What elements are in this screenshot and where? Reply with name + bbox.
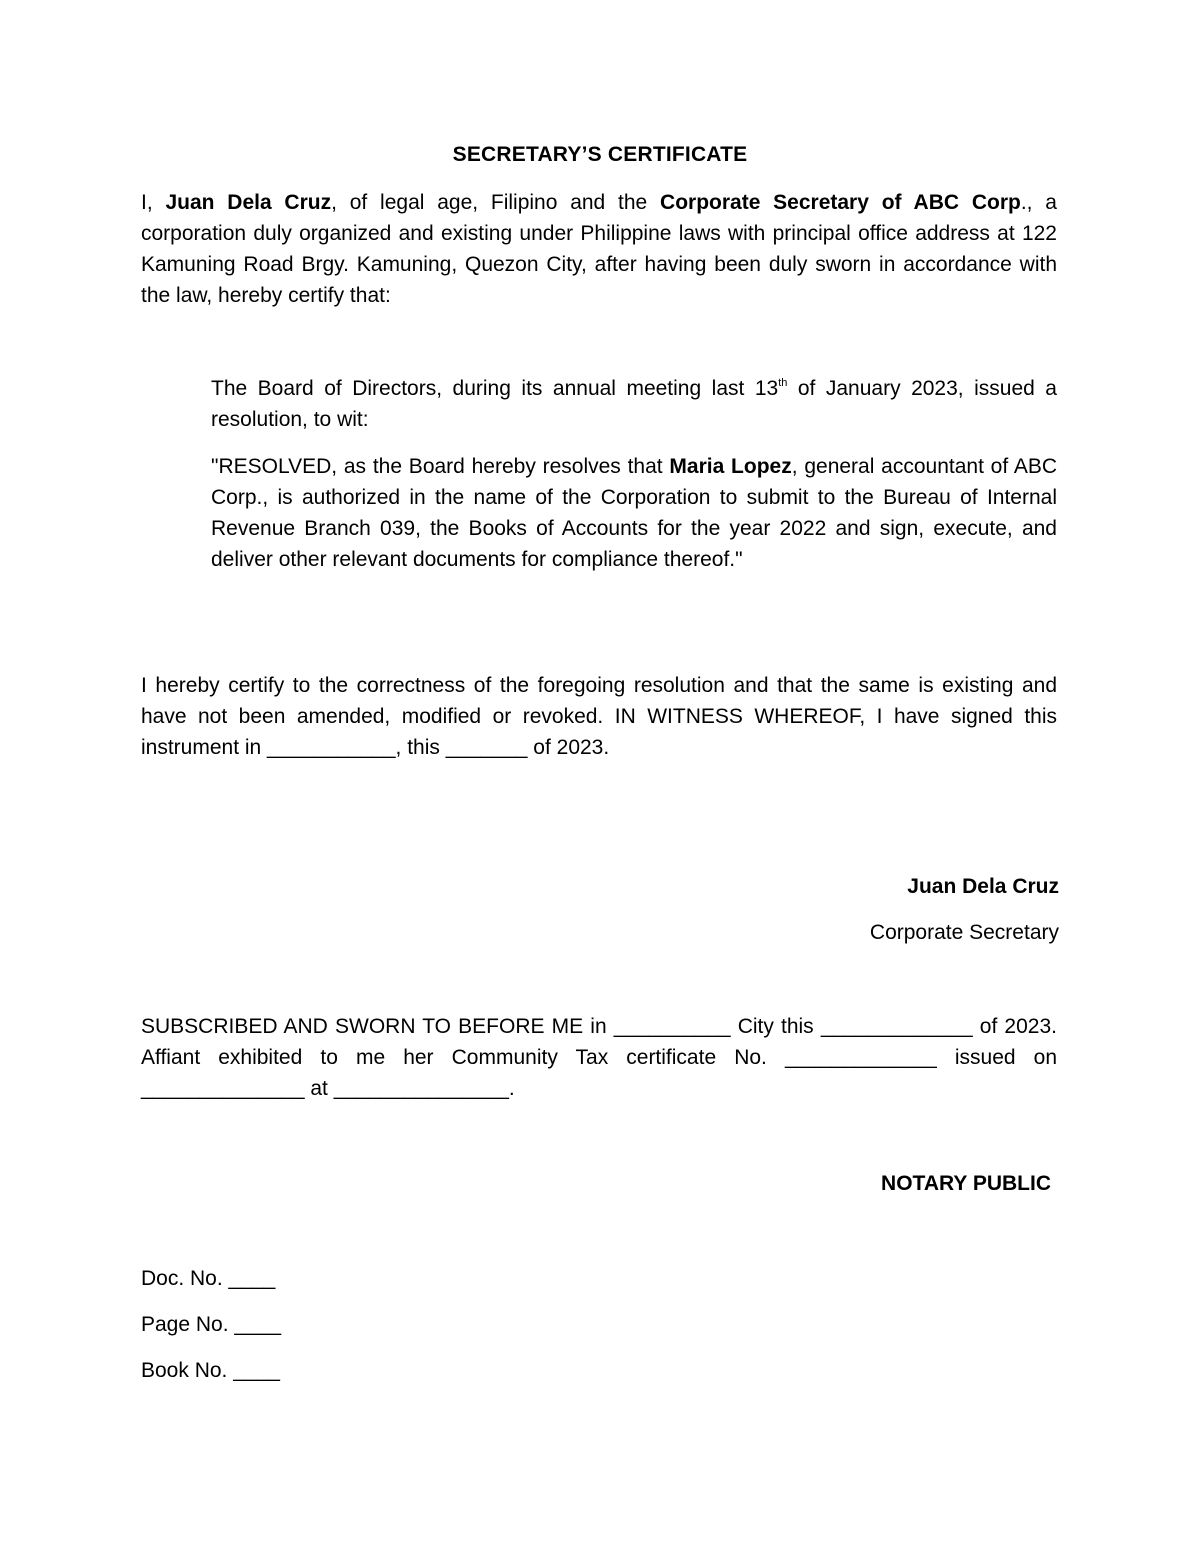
signatory-title: Corporate Secretary — [869, 921, 1059, 944]
document-title: SECRETARY’S CERTIFICATE — [452, 143, 748, 166]
notary-public-label: NOTARY PUBLIC — [881, 1172, 1051, 1195]
resolution-text-1: "RESOLVED, as the Board hereby resolves that — [211, 455, 670, 478]
certification-paragraph: I hereby certify to the correctness of the foregoing resolution and that the same is existing and have not been amended, modified or revoked. IN WITNESS WHEREOF, I have signed this instrument in ___________, this _______ of 2023. — [141, 674, 1057, 759]
intro-text-2: , of legal age, Filipino and the — [331, 191, 661, 214]
doc-number-line: Doc. No. ____ — [141, 1267, 276, 1290]
ordinal-suffix: th — [778, 377, 788, 389]
jurat-paragraph: SUBSCRIBED AND SWORN TO BEFORE ME in __________ City this _____________ of 2023. Affiant exhibited to me her Community Tax certificate No. _____________ issued on ______________ at _______________. — [141, 1015, 1057, 1100]
resolution-paragraph — [211, 451, 1057, 575]
resolution-text-2: , general accountant of ABC Corp., is authorized in the name of the Corporation to submit to the Bureau of Internal Revenue Branch 039, the Books of Accounts for the year 2022 and sign, execute, and deliver other relevant documents for compliance thereof." — [211, 455, 1058, 571]
signatory-name: Juan Dela Cruz — [907, 875, 1059, 898]
board-paragraph — [211, 373, 1057, 435]
board-text-1: The Board of Directors, during its annual meeting last 13 — [211, 377, 779, 400]
intro-text-1: I, — [141, 191, 166, 214]
secretary-role: Corporate Secretary of ABC Corp — [660, 191, 1021, 214]
secretary-name: Juan Dela Cruz — [165, 191, 332, 214]
intro-paragraph — [141, 187, 1057, 311]
authorized-name: Maria Lopez — [669, 455, 792, 478]
page-number-line: Page No. ____ — [141, 1313, 282, 1336]
intro-text-3: ., a corporation duly organized and existing under Philippine laws with principal office address at 122 Kamuning Road Brgy. Kamuning, Quezon City, after having been duly sworn in accordance with the law, hereby certify that: — [141, 191, 1057, 307]
book-number-line: Book No. ____ — [141, 1359, 280, 1382]
board-text-2: of January 2023, issued a resolution, to wit: — [211, 377, 1057, 431]
